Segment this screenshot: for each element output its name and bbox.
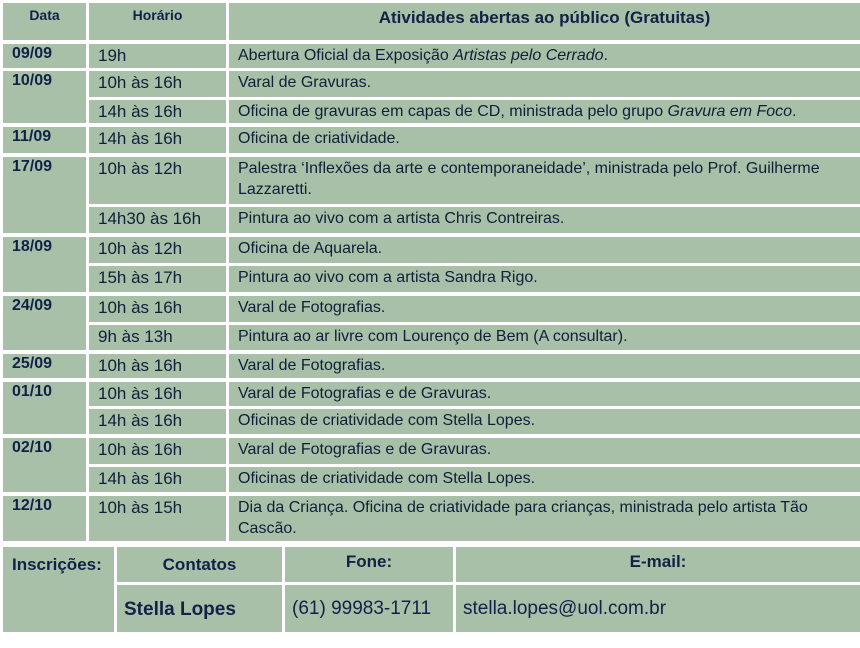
activity-text: Abertura Oficial da Exposição [238, 47, 454, 64]
activity-cell: Varal de Fotografias. [228, 294, 860, 323]
contacts-label: Contatos [116, 545, 284, 583]
time-cell: 14h às 16h [88, 125, 228, 155]
date-cell: 01/10 [2, 380, 88, 436]
activity-cell: Oficinas de criatividade com Stella Lopes. [228, 465, 860, 494]
activity-cell: Pintura ao vivo com a artista Sandra Rigo. [228, 264, 860, 294]
table-row [2, 42, 860, 69]
contact-phone: (61) 99983-1711 [284, 583, 455, 633]
table-row [2, 465, 860, 494]
activity-italic-text: Gravura em Foco [667, 102, 793, 120]
table-row [2, 352, 860, 380]
date-cell: 24/09 [2, 294, 88, 352]
email-label: E-mail: [455, 545, 860, 583]
table-row [2, 125, 860, 155]
activity-italic-text: Artistas pelo Cerrado [453, 47, 604, 64]
table-row [2, 155, 860, 205]
contact-name: Stella Lopes [116, 583, 284, 633]
table-row [2, 69, 860, 98]
table-row [2, 205, 860, 235]
activity-cell: Varal de Gravuras. [228, 69, 860, 98]
activity-text-end: . [603, 47, 608, 64]
table-row [2, 98, 860, 125]
time-cell: 10h às 16h [88, 69, 228, 98]
contacts-table [0, 544, 860, 635]
header-date: Data [2, 2, 88, 43]
table-row [2, 264, 860, 294]
date-cell: 09/09 [2, 42, 88, 69]
activity-cell [228, 42, 860, 69]
activity-cell: Pintura ao ar livre com Lourenço de Bem (A consultar). [228, 323, 860, 352]
time-cell: 10h às 16h [88, 352, 228, 380]
time-cell: 10h às 12h [88, 235, 228, 264]
time-cell: 10h às 16h [88, 436, 228, 465]
time-cell: 10h às 16h [88, 294, 228, 323]
time-cell: 10h às 15h [88, 494, 228, 542]
activity-cell: Varal de Fotografias. [228, 352, 860, 380]
time-cell: 14h às 16h [88, 98, 228, 125]
header-activities: Atividades abertas ao público (Gratuitas) [228, 2, 860, 43]
header-row [2, 2, 860, 43]
table-row [2, 407, 860, 436]
activity-cell: Pintura ao vivo com a artista Chris Contreiras. [228, 205, 860, 235]
date-cell: 17/09 [2, 155, 88, 235]
registrations-label: Inscrições: [2, 545, 116, 633]
date-cell: 02/10 [2, 436, 88, 494]
activity-cell: Oficinas de criatividade com Stella Lopes. [228, 407, 860, 436]
table-row [2, 494, 860, 542]
time-cell: 19h [88, 42, 228, 69]
contacts-value-row [2, 583, 860, 633]
activity-cell: Oficina de criatividade. [228, 125, 860, 155]
activity-cell: Palestra ‘Inflexões da arte e contemporaneidade’, ministrada pelo Prof. Guilherme Lazzaretti. [228, 155, 860, 205]
table-row [2, 294, 860, 323]
date-cell: 12/10 [2, 494, 88, 542]
time-cell: 14h às 16h [88, 465, 228, 494]
table-row [2, 436, 860, 465]
contact-email[interactable]: stella.lopes@uol.com.br [455, 583, 860, 633]
time-cell: 14h às 16h [88, 407, 228, 436]
activity-cell: Varal de Fotografias e de Gravuras. [228, 436, 860, 465]
time-cell: 14h30 às 16h [88, 205, 228, 235]
time-cell: 9h às 13h [88, 323, 228, 352]
time-cell: 15h às 17h [88, 264, 228, 294]
activity-cell: Varal de Fotografias e de Gravuras. [228, 380, 860, 407]
table-row [2, 380, 860, 407]
header-time: Horário [88, 2, 228, 43]
time-cell: 10h às 16h [88, 380, 228, 407]
activity-cell: Dia da Criança. Oficina de criatividade para crianças, ministrada pelo artista Tão Cascão. [228, 494, 860, 542]
time-cell: 10h às 12h [88, 155, 228, 205]
contacts-header-row [2, 545, 860, 583]
activity-cell [228, 98, 860, 125]
table-row [2, 235, 860, 264]
date-cell: 18/09 [2, 235, 88, 294]
activity-cell: Oficina de Aquarela. [228, 235, 860, 264]
activity-text-end: . [792, 102, 797, 120]
table-row [2, 323, 860, 352]
date-cell: 25/09 [2, 352, 88, 380]
activity-text: Oficina de gravuras em capas de CD, ministrada pelo grupo [238, 102, 668, 120]
date-cell: 11/09 [2, 125, 88, 155]
phone-label: Fone: [284, 545, 455, 583]
date-cell: 10/09 [2, 69, 88, 125]
